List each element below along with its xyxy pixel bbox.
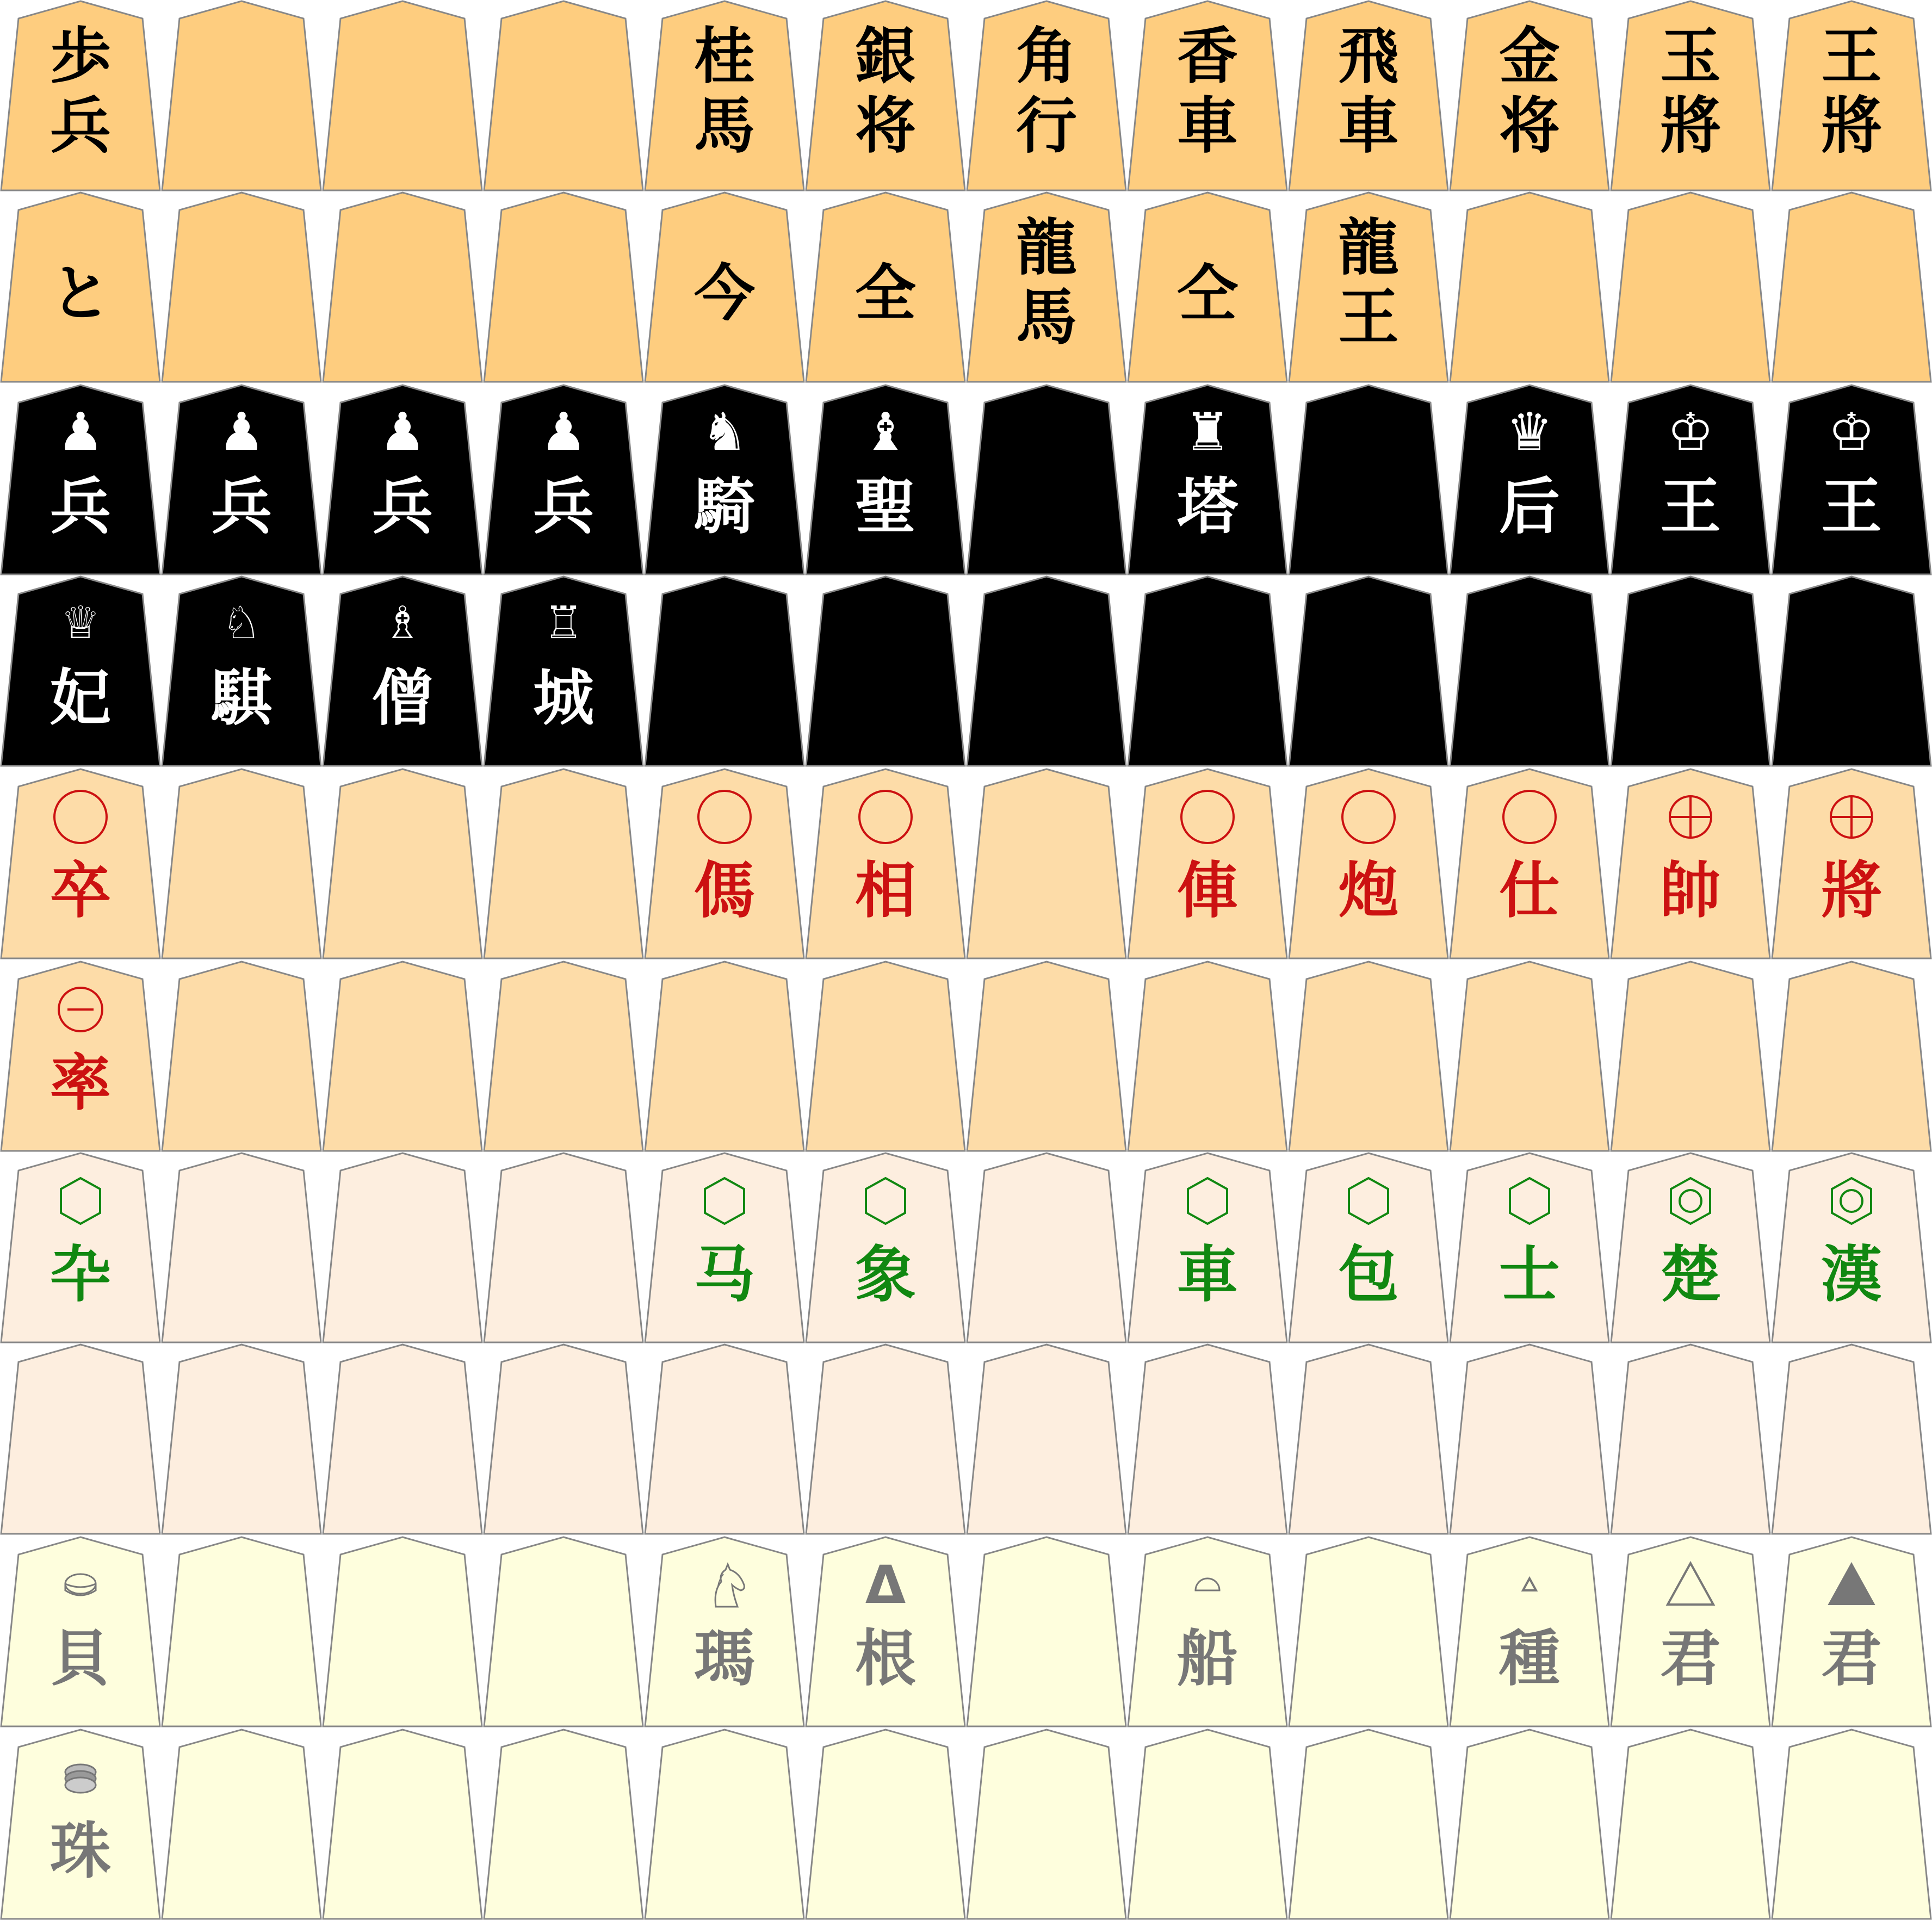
piece-body xyxy=(805,1343,966,1535)
piece-body xyxy=(483,1343,644,1535)
piece-label: 僧 xyxy=(372,662,433,734)
piece-label: 車 xyxy=(1177,1239,1238,1310)
janggi-piece[interactable] xyxy=(644,1152,805,1343)
makruk-piece[interactable] xyxy=(805,1729,966,1920)
piece-body xyxy=(966,1152,1127,1343)
shogi-piece[interactable] xyxy=(322,0,483,191)
shogi-piece[interactable] xyxy=(1610,191,1771,383)
piece-body xyxy=(1610,1343,1771,1535)
shogi-piece[interactable] xyxy=(1288,0,1449,191)
piece-body xyxy=(805,575,966,767)
chess-piece[interactable] xyxy=(0,384,161,575)
janggi-piece[interactable] xyxy=(322,1343,483,1535)
makruk-piece[interactable] xyxy=(805,1536,966,1727)
piece-body xyxy=(483,0,644,191)
shell-icon xyxy=(53,1558,108,1612)
piece-body xyxy=(161,961,322,1152)
shogi-piece[interactable] xyxy=(805,0,966,191)
piece-body xyxy=(1127,575,1288,767)
piece-body xyxy=(966,768,1127,959)
shogi-piece[interactable] xyxy=(644,191,805,383)
piece-body xyxy=(483,961,644,1152)
piece-body xyxy=(161,768,322,959)
outline-rook-icon: ♖ xyxy=(543,597,584,649)
chess-piece[interactable] xyxy=(966,384,1127,575)
shogi-piece[interactable] xyxy=(966,0,1127,191)
chess-piece[interactable] xyxy=(805,575,966,767)
piece-body xyxy=(161,1152,322,1343)
circle-icon xyxy=(858,790,913,844)
piece-body xyxy=(966,384,1127,575)
piece-body xyxy=(1449,191,1610,383)
piece-label: 兵 xyxy=(372,471,433,542)
makruk-piece[interactable] xyxy=(0,1729,161,1920)
piece-body xyxy=(1127,1343,1288,1535)
xiangqi-piece[interactable] xyxy=(1288,961,1449,1152)
circle-minus-icon xyxy=(53,982,108,1037)
xiangqi-piece[interactable] xyxy=(322,768,483,959)
janggi-piece[interactable] xyxy=(1771,1343,1932,1535)
xiangqi-piece[interactable] xyxy=(1610,768,1771,959)
makruk-piece[interactable] xyxy=(1127,1729,1288,1920)
piece-label: 兵 xyxy=(533,471,594,542)
piece-body xyxy=(644,961,805,1152)
piece-body xyxy=(1771,1729,1932,1920)
hexagon-ring-icon xyxy=(1824,1174,1879,1228)
shogi-piece[interactable] xyxy=(0,191,161,383)
piece-body xyxy=(161,0,322,191)
chess-piece[interactable] xyxy=(322,384,483,575)
shogi-piece[interactable] xyxy=(161,0,322,191)
piece-label: 玉 將 xyxy=(1660,21,1721,162)
piece-label: 妃 xyxy=(50,662,111,734)
piece-label: 城 xyxy=(533,662,594,734)
white-pawn-icon: ♟ xyxy=(57,401,104,462)
circle-plus-icon xyxy=(1663,790,1718,844)
piece-body xyxy=(966,1343,1127,1535)
chess-piece[interactable] xyxy=(1288,384,1449,575)
piece-body xyxy=(1288,1729,1449,1920)
xiangqi-piece[interactable] xyxy=(161,768,322,959)
piece-label: 銀 将 xyxy=(855,21,916,162)
piece-label: 將 xyxy=(1821,855,1882,926)
chess-piece[interactable] xyxy=(483,384,644,575)
piece-label: 漢 xyxy=(1821,1239,1882,1310)
janggi-piece[interactable] xyxy=(1610,1343,1771,1535)
makruk-piece[interactable] xyxy=(1449,1536,1610,1727)
janggi-piece[interactable] xyxy=(0,1152,161,1343)
piece-body xyxy=(0,1343,161,1535)
piece-body xyxy=(1288,1536,1449,1727)
piece-body xyxy=(1771,961,1932,1152)
janggi-piece[interactable] xyxy=(644,1343,805,1535)
piece-body xyxy=(1127,961,1288,1152)
shogi-piece[interactable] xyxy=(1127,0,1288,191)
janggi-piece[interactable] xyxy=(1127,1343,1288,1535)
piece-body xyxy=(322,961,483,1152)
piece-body xyxy=(483,1152,644,1343)
makruk-piece[interactable] xyxy=(966,1536,1127,1727)
piece-body xyxy=(483,1536,644,1727)
piece-label: 塔 xyxy=(1177,471,1238,542)
piece-label: 卒 xyxy=(50,855,111,926)
janggi-piece[interactable] xyxy=(1449,1343,1610,1535)
makruk-piece[interactable] xyxy=(322,1729,483,1920)
chess-piece[interactable] xyxy=(1449,575,1610,767)
piece-label: 珠 xyxy=(50,1816,111,1887)
piece-label: 傌 xyxy=(694,855,755,926)
makruk-piece[interactable] xyxy=(644,1729,805,1920)
piece-body xyxy=(483,768,644,959)
delta-icon: Δ xyxy=(865,1554,906,1615)
shogi-piece[interactable] xyxy=(161,191,322,383)
shogi-piece[interactable] xyxy=(322,191,483,383)
chess-piece[interactable] xyxy=(805,384,966,575)
makruk-piece[interactable] xyxy=(483,1729,644,1920)
circle-icon xyxy=(53,790,108,844)
white-knight-icon: ♞ xyxy=(701,401,748,462)
chess-piece[interactable] xyxy=(1771,384,1932,575)
piece-label: と xyxy=(50,258,111,329)
xiangqi-piece[interactable] xyxy=(483,961,644,1152)
piece-label: 瑪 xyxy=(694,1623,755,1694)
xiangqi-piece[interactable] xyxy=(1449,768,1610,959)
makruk-piece[interactable] xyxy=(483,1536,644,1727)
piece-label: 騏 xyxy=(211,662,272,734)
piece-body xyxy=(644,1343,805,1535)
janggi-piece[interactable] xyxy=(1288,1152,1449,1343)
piece-body xyxy=(322,0,483,191)
piece-label: 马 xyxy=(694,1239,755,1310)
outline-queen-icon: ♕ xyxy=(60,597,101,649)
filled-triangle-icon xyxy=(1824,1558,1879,1612)
xiangqi-piece[interactable] xyxy=(805,961,966,1152)
piece-label: 士 xyxy=(1499,1239,1560,1310)
shogi-piece[interactable] xyxy=(1771,0,1932,191)
xiangqi-piece[interactable] xyxy=(1771,768,1932,959)
xiangqi-piece[interactable] xyxy=(0,768,161,959)
xiangqi-piece[interactable] xyxy=(0,961,161,1152)
piece-label: 種 xyxy=(1499,1623,1560,1694)
piece-label: 帥 xyxy=(1660,855,1721,926)
piece-body xyxy=(1771,575,1932,767)
piece-body xyxy=(1449,1343,1610,1535)
hexagon-icon xyxy=(1180,1174,1235,1228)
makruk-piece[interactable] xyxy=(1610,1729,1771,1920)
piece-label: 后 xyxy=(1499,471,1560,542)
white-rook-icon: ♜ xyxy=(1184,401,1231,462)
janggi-piece[interactable] xyxy=(322,1152,483,1343)
janggi-piece[interactable] xyxy=(161,1152,322,1343)
piece-label: 全 xyxy=(855,258,916,329)
piece-body xyxy=(966,575,1127,767)
piece-label: 桂 馬 xyxy=(694,21,755,162)
chess-piece[interactable] xyxy=(1127,384,1288,575)
xiangqi-piece[interactable] xyxy=(966,768,1127,959)
chess-piece[interactable] xyxy=(1127,575,1288,767)
janggi-piece[interactable] xyxy=(1288,1343,1449,1535)
piece-body xyxy=(161,1729,322,1920)
xiangqi-piece[interactable] xyxy=(966,961,1127,1152)
shogi-piece[interactable] xyxy=(1449,0,1610,191)
hexagon-ring-icon xyxy=(1663,1174,1718,1228)
janggi-piece[interactable] xyxy=(483,1343,644,1535)
outline-triangle-icon xyxy=(1663,1558,1718,1612)
piece-body xyxy=(644,1729,805,1920)
piece-label: 角 行 xyxy=(1016,21,1077,162)
piece-body xyxy=(1288,575,1449,767)
xiangqi-piece[interactable] xyxy=(322,961,483,1152)
makruk-piece[interactable] xyxy=(644,1536,805,1727)
hexagon-icon xyxy=(1502,1174,1557,1228)
circle-icon xyxy=(1180,790,1235,844)
shogi-piece[interactable] xyxy=(1288,191,1449,383)
xiangqi-piece[interactable] xyxy=(1610,961,1771,1152)
piece-label: 龍 馬 xyxy=(1016,212,1077,353)
piece-label: 龍 王 xyxy=(1338,212,1399,353)
outline-knight-icon: ♘ xyxy=(221,597,262,649)
piece-label: 根 xyxy=(855,1623,916,1694)
outline-bishop-icon: ♗ xyxy=(382,597,423,649)
piece-label: 飛 車 xyxy=(1338,21,1399,162)
xiangqi-piece[interactable] xyxy=(1771,961,1932,1152)
hexagon-icon xyxy=(697,1174,752,1228)
hexagon-icon xyxy=(1341,1174,1396,1228)
white-bishop-icon: ♝ xyxy=(862,401,909,462)
piece-body xyxy=(161,191,322,383)
white-king-icon: ♔ xyxy=(1828,401,1875,462)
makruk-piece[interactable] xyxy=(1288,1729,1449,1920)
hexagon-icon xyxy=(53,1174,108,1228)
makruk-piece[interactable] xyxy=(0,1536,161,1727)
piece-body xyxy=(322,1729,483,1920)
chess-piece[interactable] xyxy=(1610,575,1771,767)
shogi-piece[interactable] xyxy=(966,191,1127,383)
chess-piece[interactable] xyxy=(644,575,805,767)
xiangqi-piece[interactable] xyxy=(483,768,644,959)
chess-piece[interactable] xyxy=(644,384,805,575)
piece-label: 相 xyxy=(855,855,916,926)
piece-label: 炮 xyxy=(1338,855,1399,926)
chess-piece[interactable] xyxy=(1771,575,1932,767)
piece-label: 香 車 xyxy=(1177,21,1238,162)
piece-body xyxy=(1288,1343,1449,1535)
janggi-piece[interactable] xyxy=(1610,1152,1771,1343)
white-pawn-icon: ♟ xyxy=(379,401,426,462)
circle-icon xyxy=(697,790,752,844)
piece-body xyxy=(644,575,805,767)
piece-body xyxy=(322,1152,483,1343)
piece-label: 率 xyxy=(50,1048,111,1119)
piece-label: 騎 xyxy=(694,471,755,542)
makruk-piece[interactable] xyxy=(1771,1729,1932,1920)
white-pawn-icon: ♟ xyxy=(540,401,587,462)
piece-body xyxy=(1449,575,1610,767)
janggi-piece[interactable] xyxy=(1771,1152,1932,1343)
chess-piece[interactable] xyxy=(483,575,644,767)
piece-label: 卆 xyxy=(50,1239,111,1310)
piece-label: 歩 兵 xyxy=(50,21,111,162)
piece-label: 聖 xyxy=(855,471,916,542)
piece-label: 象 xyxy=(855,1239,916,1310)
shogi-piece[interactable] xyxy=(1610,0,1771,191)
piece-label: 仝 xyxy=(1177,258,1238,329)
shogi-piece[interactable] xyxy=(805,191,966,383)
janggi-piece[interactable] xyxy=(805,1152,966,1343)
makruk-piece[interactable] xyxy=(1127,1536,1288,1727)
janggi-piece[interactable] xyxy=(161,1343,322,1535)
janggi-piece[interactable] xyxy=(0,1343,161,1535)
chess-piece[interactable] xyxy=(161,384,322,575)
shogi-piece[interactable] xyxy=(1771,191,1932,383)
piece-label: 王 將 xyxy=(1821,21,1882,162)
shogi-piece[interactable] xyxy=(644,0,805,191)
janggi-piece[interactable] xyxy=(805,1343,966,1535)
xiangqi-piece[interactable] xyxy=(644,961,805,1152)
janggi-piece[interactable] xyxy=(966,1152,1127,1343)
piece-label: 船 xyxy=(1177,1623,1238,1694)
makruk-piece[interactable] xyxy=(1771,1536,1932,1727)
circle-icon xyxy=(1502,790,1557,844)
chess-piece[interactable] xyxy=(161,575,322,767)
piece-label: 君 xyxy=(1821,1623,1882,1694)
piece-label: 王 xyxy=(1821,471,1882,542)
chess-piece[interactable] xyxy=(322,575,483,767)
stacked-shell-icon xyxy=(53,1750,108,1805)
piece-body xyxy=(1771,191,1932,383)
xiangqi-piece[interactable] xyxy=(805,768,966,959)
piece-body xyxy=(483,1729,644,1920)
shogi-piece[interactable] xyxy=(1449,191,1610,383)
piece-body xyxy=(1771,1343,1932,1535)
piece-label: 俥 xyxy=(1177,855,1238,926)
piece-body xyxy=(1449,961,1610,1152)
piece-body xyxy=(966,1536,1127,1727)
half-circle-icon xyxy=(1180,1558,1235,1612)
xiangqi-piece[interactable] xyxy=(1127,768,1288,959)
xiangqi-piece[interactable] xyxy=(1127,961,1288,1152)
shogi-piece[interactable] xyxy=(0,0,161,191)
xiangqi-piece[interactable] xyxy=(1288,768,1449,959)
piece-label: 君 xyxy=(1660,1623,1721,1694)
circle-icon xyxy=(1341,790,1396,844)
piece-body xyxy=(483,191,644,383)
chess-piece[interactable] xyxy=(1288,575,1449,767)
piece-label: 楚 xyxy=(1660,1239,1721,1310)
white-pawn-icon: ♟ xyxy=(218,401,265,462)
piece-body xyxy=(1610,575,1771,767)
chess-piece[interactable] xyxy=(966,575,1127,767)
piece-label: 包 xyxy=(1338,1239,1399,1310)
piece-label: 兵 xyxy=(50,471,111,542)
piece-body xyxy=(966,1729,1127,1920)
piece-body xyxy=(161,1343,322,1535)
shogi-piece[interactable] xyxy=(483,0,644,191)
piece-body xyxy=(1610,191,1771,383)
makruk-piece[interactable] xyxy=(966,1729,1127,1920)
xiangqi-piece[interactable] xyxy=(1449,961,1610,1152)
piece-label: 金 将 xyxy=(1499,21,1560,162)
piece-label: 貝 xyxy=(50,1623,111,1694)
piece-body xyxy=(1127,1729,1288,1920)
white-king-icon: ♔ xyxy=(1667,401,1714,462)
hexagon-icon xyxy=(858,1174,913,1228)
piece-body xyxy=(1288,961,1449,1152)
piece-body xyxy=(1610,961,1771,1152)
piece-body xyxy=(322,768,483,959)
piece-label: 今 xyxy=(694,258,755,329)
janggi-piece[interactable] xyxy=(1449,1152,1610,1343)
piece-body xyxy=(161,1536,322,1727)
chess-piece[interactable] xyxy=(1610,384,1771,575)
chess-piece[interactable] xyxy=(1449,384,1610,575)
janggi-piece[interactable] xyxy=(1127,1152,1288,1343)
xiangqi-piece[interactable] xyxy=(161,961,322,1152)
janggi-piece[interactable] xyxy=(483,1152,644,1343)
piece-body xyxy=(322,1343,483,1535)
shogi-piece[interactable] xyxy=(1127,191,1288,383)
horse-head-icon xyxy=(697,1558,752,1612)
makruk-piece[interactable] xyxy=(1449,1729,1610,1920)
piece-body xyxy=(322,1536,483,1727)
shogi-piece[interactable] xyxy=(483,191,644,383)
piece-body xyxy=(1288,384,1449,575)
makruk-piece[interactable] xyxy=(161,1536,322,1727)
piece-body xyxy=(966,961,1127,1152)
white-queen-icon: ♛ xyxy=(1506,401,1553,462)
piece-body xyxy=(805,1729,966,1920)
piece-label: 兵 xyxy=(211,471,272,542)
piece-body xyxy=(1610,1729,1771,1920)
chess-piece[interactable] xyxy=(0,575,161,767)
small-triangle-icon xyxy=(1502,1558,1557,1612)
piece-body xyxy=(805,961,966,1152)
janggi-piece[interactable] xyxy=(966,1343,1127,1535)
makruk-piece[interactable] xyxy=(322,1536,483,1727)
piece-label: 王 xyxy=(1660,471,1721,542)
piece-label: 仕 xyxy=(1499,855,1560,926)
makruk-piece[interactable] xyxy=(1288,1536,1449,1727)
piece-body xyxy=(1449,1729,1610,1920)
makruk-piece[interactable] xyxy=(161,1729,322,1920)
xiangqi-piece[interactable] xyxy=(644,768,805,959)
circle-plus-icon xyxy=(1824,790,1879,844)
piece-body xyxy=(322,191,483,383)
makruk-piece[interactable] xyxy=(1610,1536,1771,1727)
